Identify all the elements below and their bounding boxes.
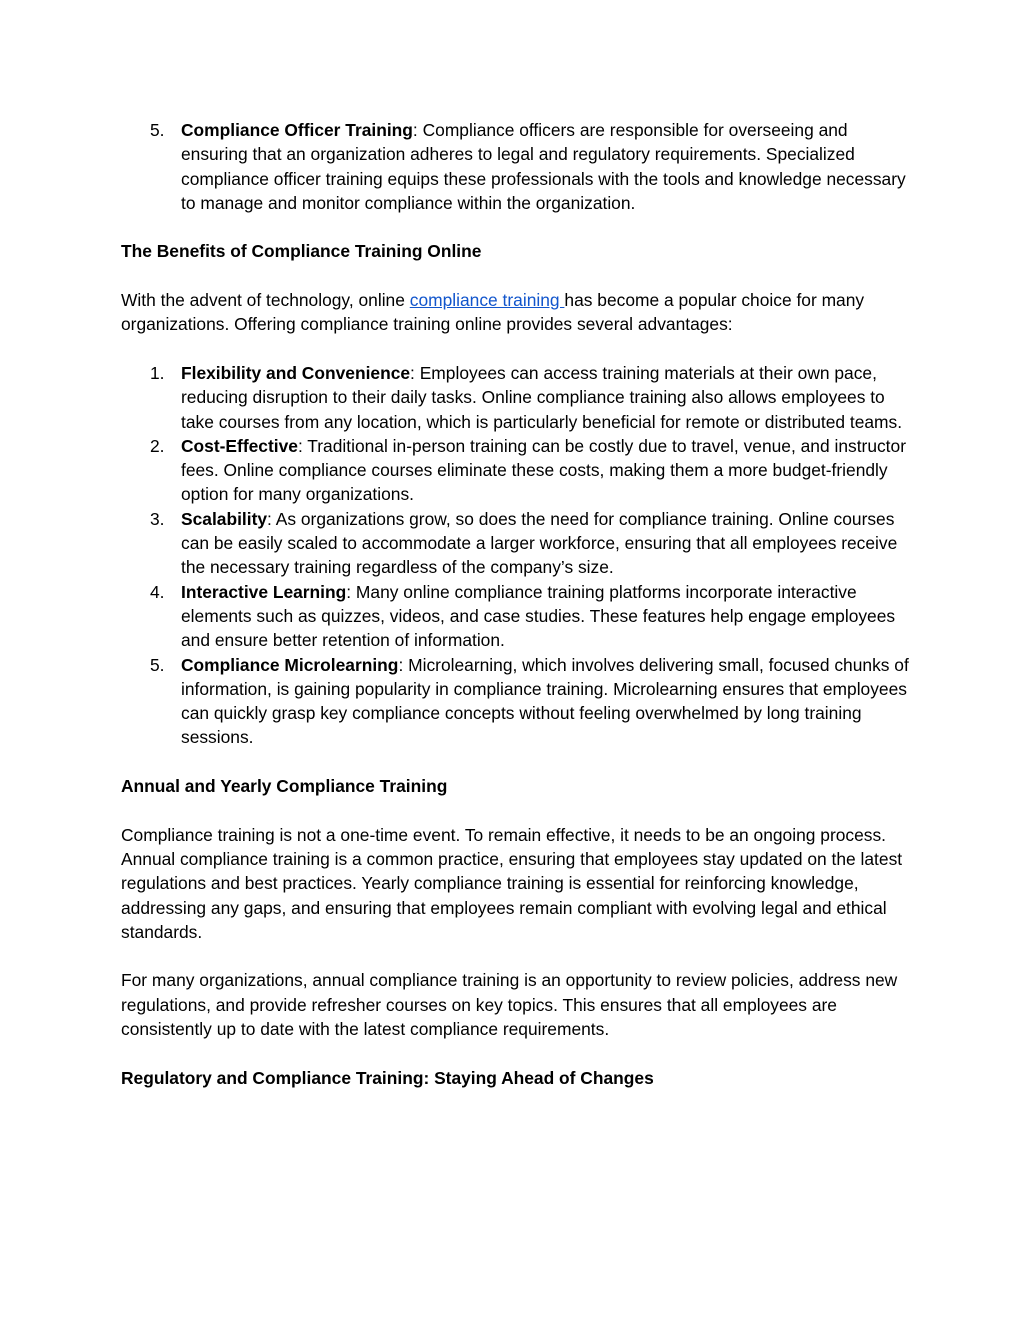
- list-item-number: 1.: [150, 362, 165, 383]
- list-item-term: Compliance Officer Training: [181, 120, 413, 140]
- annual-paragraph-2: For many organizations, annual compliance training is an opportunity to review policies, address new regulations, and provide refresher courses on key topics. This ensures that all employees are consistently up to date with the latest compliance requirements.: [121, 970, 898, 1039]
- compliance-training-link[interactable]: compliance training: [409, 290, 565, 311]
- benefits-intro-after: has become a popular choice for many organizations. Offering compliance training online provides several advantages:: [121, 290, 865, 335]
- list-item-term: Cost-Effective: [181, 435, 298, 456]
- list-item-number: 5.: [150, 120, 165, 140]
- list-item-term: Compliance Microlearning: [181, 654, 399, 675]
- list-item-text: : Employees can access training materials at their own pace, reducing disruption to their daily tasks. Online compliance training also allows employees to take courses from any location, which is particularly beneficial for remote or distributed teams.: [181, 362, 903, 432]
- benefits-intro-before: With the advent of technology, online: [121, 290, 410, 311]
- regulatory-heading: Regulatory and Compliance Training: Staying Ahead of Changes: [121, 1067, 654, 1088]
- list-item: [121, 118, 911, 215]
- officer-training-list: [121, 118, 911, 215]
- list-item: [121, 434, 911, 507]
- annual-paragraph-1: Compliance training is not a one-time event. To remain effective, it needs to be an ongoing process. Annual compliance training is a common practice, ensuring that employees stay updated on the latest regulations and best practices. Yearly compliance training is essential for reinforcing knowledge, addressing any gaps, and ensuring that employees remain compliant with evolving legal and ethical standards.: [121, 824, 903, 942]
- list-item-term: Flexibility and Convenience: [181, 362, 411, 383]
- list-item-text: : Compliance officers are responsible for overseeing and ensuring that an organization adheres to legal and regulatory requirements. Specialized compliance officer training equips these professionals with the tools and knowledge necessary to manage and monitor compliance within the organization.: [181, 120, 906, 213]
- benefits-list: [121, 361, 911, 750]
- annual-heading: Annual and Yearly Compliance Training: [121, 776, 448, 797]
- list-item-number: 3.: [150, 508, 165, 529]
- list-item-text: : As organizations grow, so does the need for compliance training. Online courses can be easily scaled to accommodate a larger workforce, ensuring that all employees receive the necessary training regardless of the company’s size.: [181, 508, 898, 578]
- list-item-text: : Traditional in-person training can be costly due to travel, venue, and instructor fees. Online compliance courses eliminate these costs, making them a more budget-friendly option for many organizations.: [181, 435, 906, 505]
- list-item-number: 5.: [150, 654, 165, 675]
- list-item: [121, 580, 911, 653]
- list-item: [121, 507, 911, 580]
- benefits-heading: The Benefits of Compliance Training Online: [121, 241, 482, 262]
- list-item: [121, 653, 911, 750]
- document-page: [121, 118, 911, 1090]
- list-item-number: 4.: [150, 581, 165, 602]
- list-item-term: Interactive Learning: [181, 581, 347, 602]
- list-item-number: 2.: [150, 435, 165, 456]
- benefits-intro: [121, 288, 911, 337]
- list-item-text: : Microlearning, which involves delivering small, focused chunks of information, is gaining popularity in compliance training. Microlearning ensures that employees can quickly grasp key compliance concepts without feeling overwhelmed by long training sessions.: [181, 654, 909, 748]
- list-item-term: Scalability: [181, 508, 268, 529]
- list-item: [121, 361, 911, 434]
- list-item-text: : Many online compliance training platforms incorporate interactive elements such as quizzes, videos, and case studies. These features help engage employees and ensure better retention of information.: [181, 581, 896, 651]
